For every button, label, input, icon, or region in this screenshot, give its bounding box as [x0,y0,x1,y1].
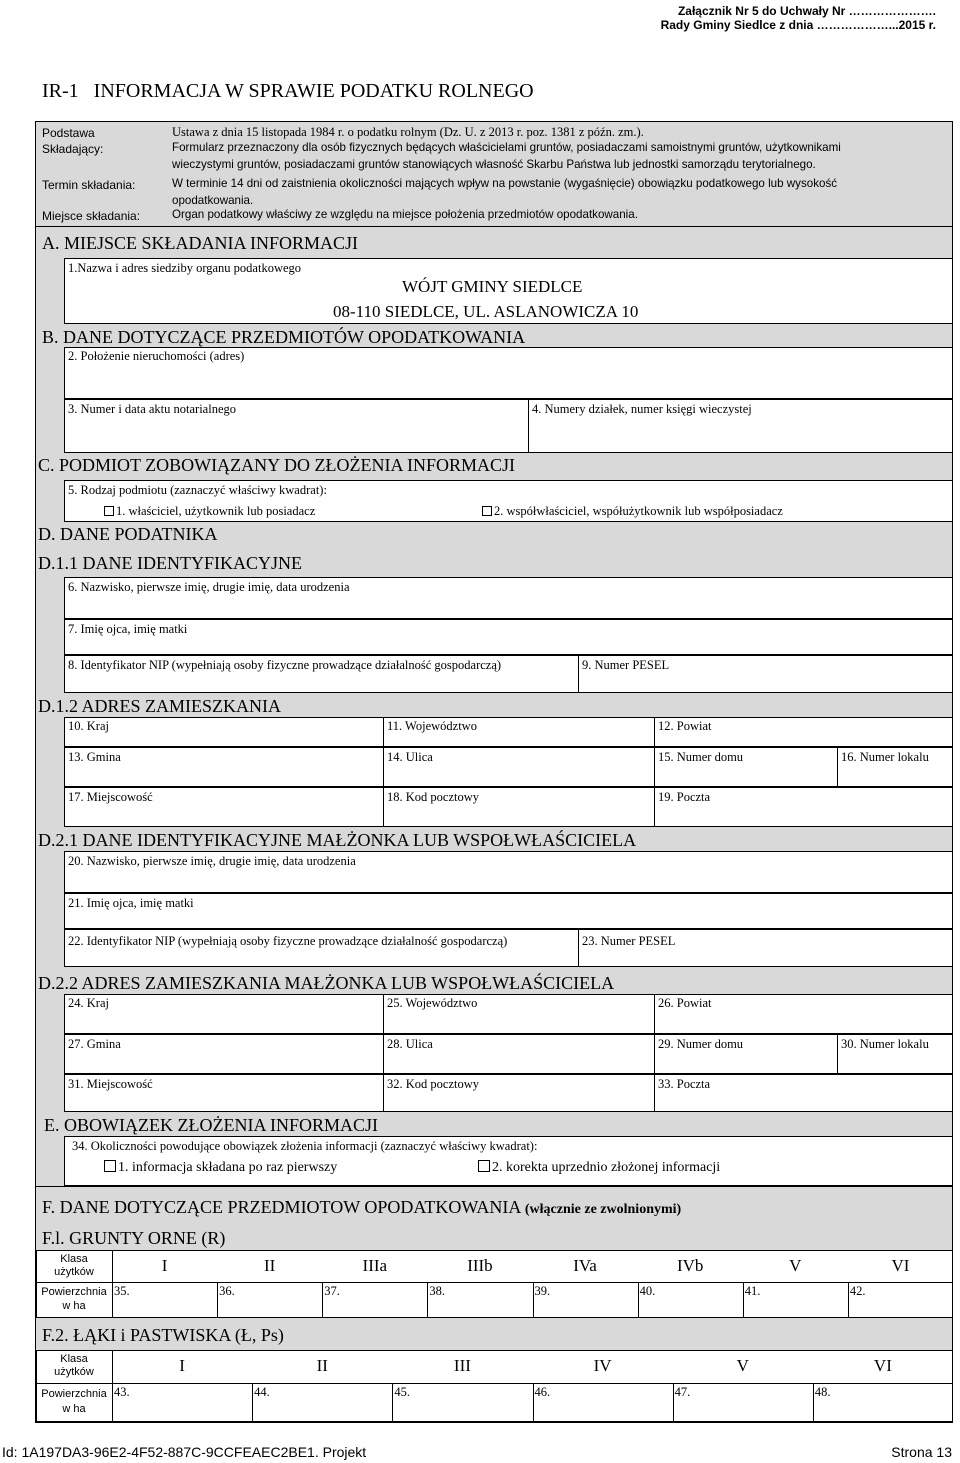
field-1-label: 1.Nazwa i adres siedziby organu podatkowego [68,261,302,275]
field-8-label: 8. Identyfikator NIP (wypełniają osoby fizyczne prowadzące działalność gospodarczą) [68,658,502,672]
area-input-44[interactable]: 44. [254,1385,270,1399]
field-25-label: 25. Województwo [387,996,478,1010]
field-33-label: 33. Poczta [658,1077,711,1091]
section-d22-title: D.2.2 ADRES ZAMIESZKANIA MAŁŻONKA LUB WSPOŁWŁAŚCICIELA [38,973,615,993]
field-9-label: 9. Numer PESEL [582,658,670,672]
area-col-divider [743,1282,744,1318]
correction-option[interactable] [478,1160,720,1176]
field-5-label: 5. Rodzaj podmiotu (zaznaczyć właściwy kwadrat): [68,483,327,497]
area-col-divider [252,1383,253,1422]
area-col-divider [638,1282,639,1318]
class-label-ii: II [264,1256,276,1275]
area-col-divider [848,1282,849,1318]
field-12-label: 12. Powiat [658,719,712,733]
miejsce-label: Miejsce składania: [42,209,141,223]
class-label-ivb: IVb [676,1256,704,1275]
section-f-title [42,1197,681,1218]
area-input-40[interactable]: 40. [639,1284,656,1298]
section-d21-title: D.2.1 DANE IDENTYFIKACYJNE MAŁŻONKA LUB WSPOŁWŁAŚCICIELA [38,830,637,850]
area-col-divider [533,1383,534,1422]
field-34-label: 34. Okoliczności powodujące obowiązek złożenia informacji (zaznaczyć właściwy kwadrat): [72,1139,538,1153]
section-e-title: E. OBOWIĄZEK ZŁOŻENIA INFORMACJI [44,1115,378,1135]
section-d12-title: D.1.2 ADRES ZAMIESZKANIA [38,696,281,716]
field-6-label: 6. Nazwisko, pierwsze imię, drugie imię, data urodzenia [68,580,350,594]
miejsce-text: Organ podatkowy właściwy ze względu na miejsce położenia przedmiotów opodatkowania. [172,208,638,221]
termin-line-2: opodatkowania. [172,194,254,207]
form-title: IR-1 INFORMACJA W SPRAWIE PODATKU ROLNEGO [42,80,534,102]
field-22-label: 22. Identyfikator NIP (wypełniają osoby fizyczne prowadzące działalność gospodarczą) [68,934,508,948]
area-col-divider [533,1282,534,1318]
field-3-label: 3. Numer i data aktu notarialnego [68,402,236,416]
field-30-label: 30. Numer lokalu [841,1037,929,1051]
f2-row-divider [36,1383,953,1384]
class-label-iva: IVa [573,1256,597,1275]
class-label-vi: VI [873,1356,892,1375]
attachment-line-1: Załącznik Nr 5 do Uchwały Nr …………………. [677,4,936,18]
area-input-37[interactable]: 37. [324,1284,340,1298]
coowner-option-label: 2. współwłaściciel, współużytkownik lub współposiadacz [494,504,783,518]
field-14-label: 14. Ulica [387,750,433,764]
area-col-divider [813,1383,814,1422]
checkbox-first-filing[interactable] [104,1160,116,1172]
area-input-38[interactable]: 38. [429,1284,445,1298]
area-input-39[interactable]: 39. [534,1284,551,1298]
area-col-divider [427,1282,428,1318]
area-input-35[interactable]: 35. [114,1284,130,1298]
podstawa-text: Ustawa z dnia 15 listopada 1984 r. o podatku rolnym (Dz. U. z 2013 r. poz. 1381 z późn. zm.). [172,125,644,139]
field-11-label: 11. Województwo [387,719,477,733]
class-label-ii: II [316,1356,328,1375]
class-label-iiia: IIIa [362,1256,388,1275]
field-10-box[interactable] [64,717,384,747]
class-label-iii: III [453,1356,471,1375]
owner-option-label: 1. właściciel, użytkownik lub posiadacz [116,504,316,518]
attachment-line-2: Rady Gminy Siedlce z dnia ………………...2015 r. [660,18,936,32]
termin-line-1: W terminie 14 dni od zaistnienia okoliczności mających wpływ na powstanie (wygaśnięcie) obowiązku podatkowego lub wysokość [172,177,838,190]
field-26-label: 26. Powiat [658,996,712,1010]
class-label-v: V [789,1256,802,1275]
f1-area-label: Powierzchnia w ha [41,1286,107,1312]
field-27-label: 27. Gmina [68,1037,121,1051]
class-label-vi: VI [891,1256,910,1275]
field-17-label: 17. Miejscowość [68,790,153,804]
f1-class-label: Klasa użytków [54,1253,94,1278]
footer-page: Strona 13 [891,1444,952,1460]
footer-id: Id: 1A197DA3-96E2-4F52-887C-9CCFEAEC2BE1. Projekt [2,1444,367,1460]
section-c-title: C. PODMIOT ZOBOWIĄZANY DO ZŁOŻENIA INFORMACJI [38,455,515,475]
field-7-label: 7. Imię ojca, imię matki [68,622,188,636]
class-label-i: I [161,1256,168,1275]
podstawa-label: Podstawa [42,126,95,140]
field-32-label: 32. Kod pocztowy [387,1077,479,1091]
field-29-label: 29. Numer domu [658,1037,744,1051]
f1-row-divider [36,1282,953,1283]
field-15-label: 15. Numer domu [658,750,744,764]
field-18-label: 18. Kod pocztowy [387,790,479,804]
section-f-title-main: F. DANE DOTYCZĄCE PRZEDMIOTOW OPODATKOWANIA [42,1197,521,1217]
area-input-48[interactable]: 48. [814,1385,831,1399]
organ-name: WÓJT GMINY SIEDLCE [402,277,583,296]
section-a-title: A. MIEJSCE SKŁADANIA INFORMACJI [42,233,359,253]
first-filing-label: 1. informacja składana po raz pierwszy [118,1160,338,1175]
area-input-46[interactable]: 46. [534,1385,551,1399]
area-input-47[interactable]: 47. [674,1385,691,1399]
header-divider [35,226,953,227]
section-d11-title: D.1.1 DANE IDENTYFIKACYJNE [38,553,302,573]
area-input-42[interactable]: 42. [849,1284,866,1298]
field-4-label: 4. Numery działek, numer księgi wieczystej [532,402,752,416]
field-24-label: 24. Kraj [68,996,109,1010]
area-col-divider [322,1282,323,1318]
area-input-43[interactable]: 43. [114,1385,130,1399]
field-13-label: 13. Gmina [68,750,121,764]
field-31-label: 31. Miejscowość [68,1077,153,1091]
checkbox-correction[interactable] [478,1160,490,1172]
field-20-label: 20. Nazwisko, pierwsze imię, drugie imię, data urodzenia [68,854,356,868]
area-col-divider [673,1383,674,1422]
checkbox-owner[interactable] [104,506,114,516]
section-b-title: B. DANE DOTYCZĄCE PRZEDMIOTÓW OPODATKOWANIA [42,327,526,347]
f2-area-label: Powierzchnia w ha [41,1388,107,1415]
field-10-label: 10. Kraj [68,719,109,733]
section-f-title-suffix: (włącznie ze zwolnionymi) [524,1202,682,1217]
class-label-iv: IV [593,1356,612,1375]
field-28-label: 28. Ulica [387,1037,433,1051]
section-d-title: D. DANE PODATNIKA [38,524,218,544]
area-input-41[interactable]: 41. [744,1284,761,1298]
area-col-divider [392,1383,393,1422]
first-filing-option[interactable] [104,1160,337,1176]
skladajacy-line-1: Formularz przeznaczony dla osób fizycznych będących właścicielami gruntów, posiadaczami samoistnymi gruntów, użytkownikami [172,141,841,154]
area-col-divider [217,1282,218,1318]
class-label-i: I [179,1356,185,1375]
section-f1-title: F.l. GRUNTY ORNE (R) [42,1228,226,1248]
area-input-36[interactable]: 36. [219,1284,235,1298]
class-label-iiib: IIIb [467,1256,493,1275]
owner-option[interactable] [104,504,315,519]
f2-class-label: Klasa użytków [54,1353,94,1378]
area-input-45[interactable]: 45. [394,1385,410,1399]
coowner-option[interactable] [482,504,783,519]
field-21-label: 21. Imię ojca, imię matki [68,896,194,910]
skladajacy-line-2: wieczystymi gruntów, posiadaczami gruntów stanowiących własność Skarbu Państwa lub jednostki samorządu terytorialnego. [172,158,816,171]
termin-label: Termin składania: [42,178,136,192]
field-24-box[interactable] [64,994,384,1034]
field-2-label: 2. Położenie nieruchomości (adres) [68,349,245,363]
skladajacy-label: Składający: [42,142,104,156]
field-7-box[interactable] [64,619,953,655]
correction-label: 2. korekta uprzednio złożonej informacji [492,1160,721,1175]
field-21-box[interactable] [64,893,953,929]
field-19-label: 19. Poczta [658,790,711,804]
field-23-label: 23. Numer PESEL [582,934,676,948]
organ-address: 08-110 SIEDLCE, UL. ASLANOWICZA 10 [333,302,639,321]
section-f-divider [35,1186,953,1187]
section-f2-title: F.2. ŁĄKI i PASTWISKA (Ł, Ps) [42,1325,284,1345]
class-label-v: V [736,1356,749,1375]
field-16-label: 16. Numer lokalu [841,750,929,764]
checkbox-coowner[interactable] [482,506,492,516]
